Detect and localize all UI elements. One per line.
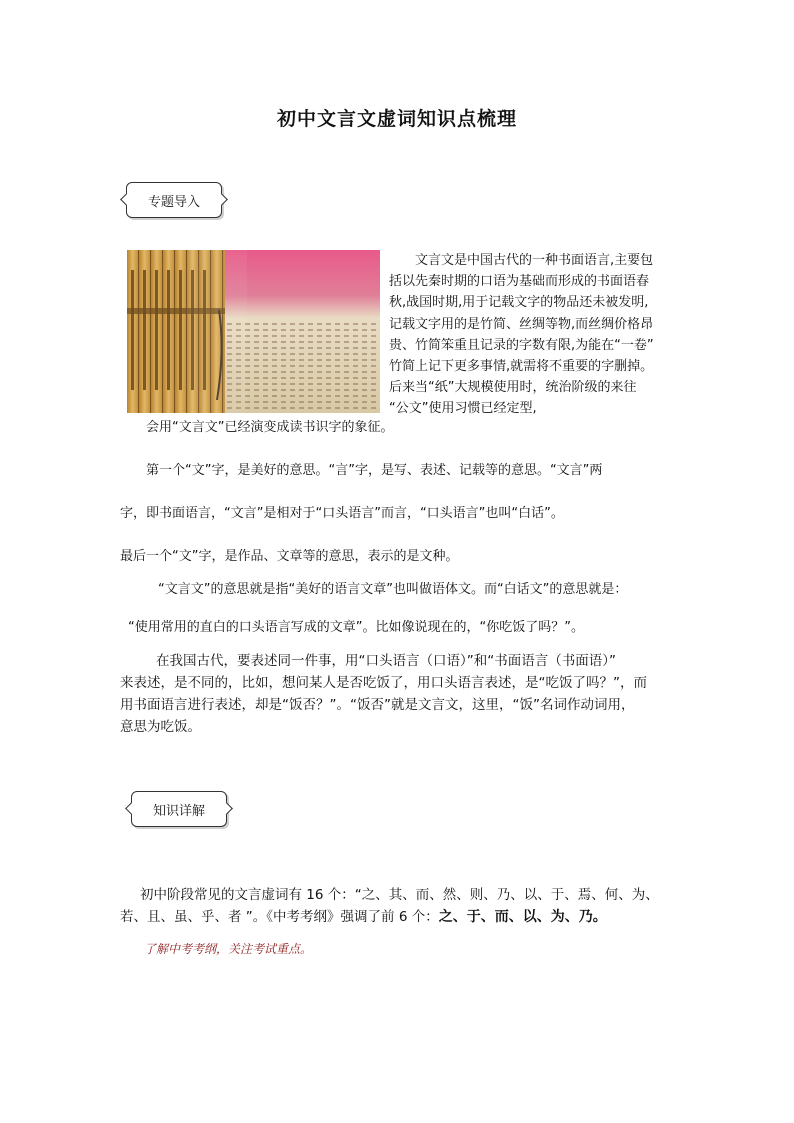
- page-title: 初中文言文虚词知识点梳理: [276, 108, 517, 130]
- paragraph-line: 初中阶段常见的文言虚词有 16 个：“之、其、而、然、则、乃、以、于、焉、何、为、: [140, 887, 659, 903]
- paragraph-line: [120, 906, 680, 928]
- paragraph-definition: [128, 571, 684, 647]
- paragraph-line: 第一个“文”字，是美好的意思。“言”字，是写、表述、记载等的意思。“文言”两: [146, 463, 603, 478]
- section-label-intro-text: 专题导入: [147, 194, 200, 210]
- paragraph-line: 在我国古代，要表述同一件事，用“口头语言（口语）”和“书面语言（书面语）”: [156, 653, 616, 669]
- paragraph-function-words: [120, 884, 680, 928]
- intro-line: 括以先秦时期的口语为基础而形成的书面语春: [389, 274, 650, 290]
- paragraph-line: 字，即书面语言，“文言”是相对于“口头语言”而言，“口头语言”也叫“白话”。: [120, 506, 564, 521]
- exam-note: 了解中考考纲，关注考试重点。: [144, 942, 313, 956]
- paragraph-line: 最后一个“文”字，是作品、文章等的意思，表示的是文种。: [120, 549, 459, 564]
- intro-line: 后来当“纸”大规模使用时，统治阶级的来往: [389, 380, 637, 396]
- paragraph-line: 来表述，是不同的，比如，想问某人是否吃饭了，用口头语言表述，是“吃饭了吗？”，而: [120, 675, 647, 691]
- paragraph-line: “文言文”的意思就是指“美好的语言文章”也叫做语体文。而“白话文”的意思就是：: [158, 582, 628, 597]
- intro-line: 贵、竹简笨重且记录的字数有限,为能在“一卷”: [389, 337, 654, 353]
- paragraph-text: 若、且、虽、乎、者 ”。《中考考纲》强调了前 6 个：: [120, 909, 439, 925]
- key-function-words: 之、于、而、以、为、乃。: [438, 909, 607, 925]
- section-label-knowledge: [131, 791, 227, 827]
- intro-paragraph: [389, 250, 679, 420]
- section-label-intro: [126, 182, 222, 218]
- paragraph-example: [120, 650, 676, 738]
- intro-line: 文言文是中国古代的一种书面语言,主要包: [415, 253, 654, 268]
- section-label-knowledge-text: 知识详解: [152, 803, 205, 819]
- paragraph-line: “使用常用的直白的口头语言写成的文章”。比如像说现在的，“你吃饭了吗？”。: [128, 620, 584, 635]
- paragraph-line: 用书面语言进行表述，却是“饭否？”。“饭否”就是文言文，这里，“饭”名词作动词用，: [120, 697, 635, 713]
- paragraph-line: 意思为吃饭。: [120, 719, 201, 735]
- intro-line: 竹简上记下更多事情,就需将不重要的字删掉。: [389, 359, 654, 375]
- intro-tail: 会用“文言文”已经演变成读书识字的象征。: [146, 420, 394, 435]
- intro-line: “公文”使用习惯已经定型,: [389, 401, 537, 417]
- bamboo-slips-photo: [127, 250, 380, 413]
- intro-line: 记载文字用的是竹简、丝绸等物,而丝绸价格昂: [389, 316, 654, 332]
- intro-line: 秋,战国时期,用于记载文字的物品还未被发明,: [389, 295, 649, 311]
- paragraph-meaning: [120, 449, 680, 578]
